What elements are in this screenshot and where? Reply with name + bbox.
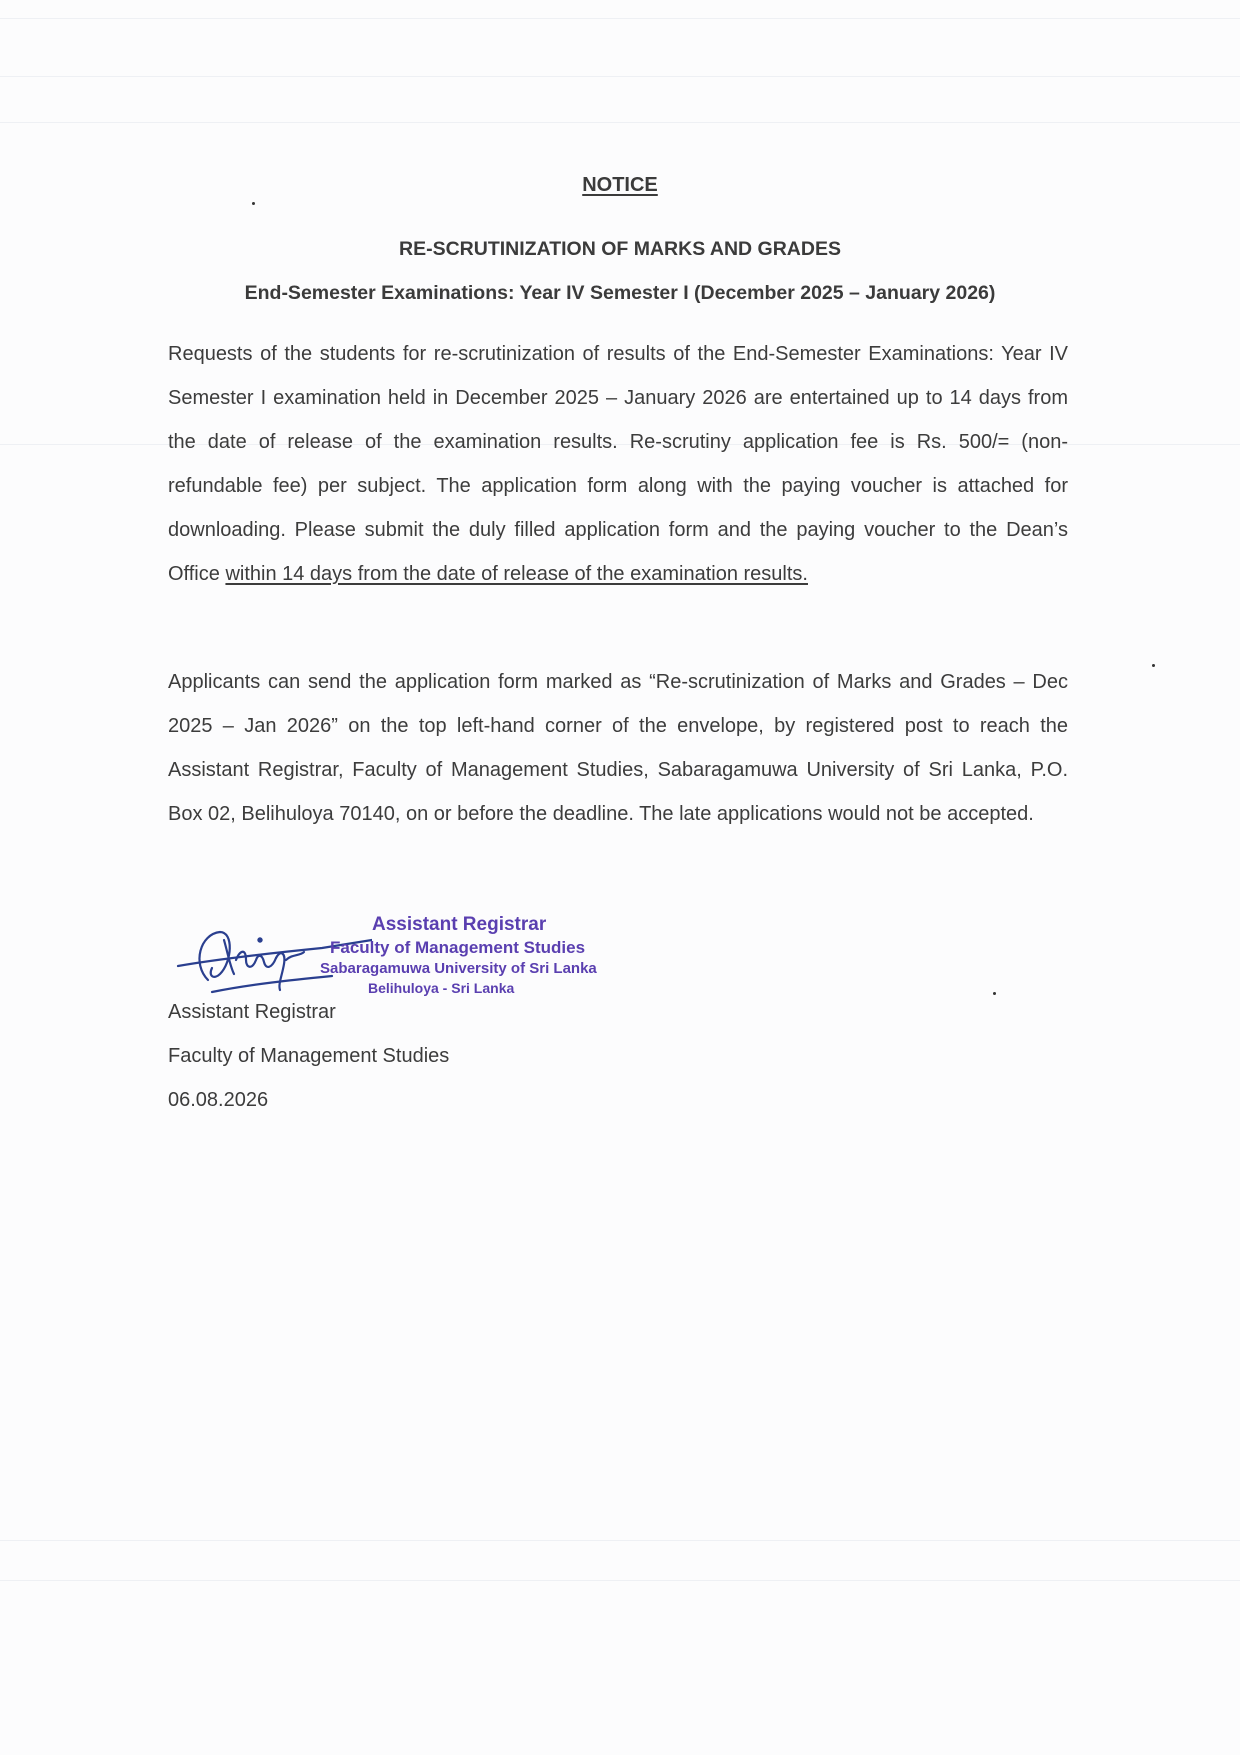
scan-speck [1152, 664, 1155, 667]
exam-period-line: End-Semester Examinations: Year IV Semester I (December 2025 – January 2026) [244, 282, 996, 304]
paragraph-postal: Applicants can send the application form marked as “Re-scrutinization of Marks and Grades – Dec 2025 – Jan 2026” on the top left-hand corner of the envelope, by registered post to reach the Assistant Registrar, Faculty of Management Studies, Sabaragamuwa University of Sri Lanka, P.O. Box 02, Belihuloya 70140, on or before the deadline. The late applications would not be accepted. [168, 671, 1068, 825]
notice-subject: RE-SCRUTINIZATION OF MARKS AND GRADES [399, 238, 841, 260]
paragraph-request-text: Requests of the students for re-scrutinization of results of the End-Semester Examinations: Year IV Semester I examination held in December 2025 – January 2026 are entertained up to 14 days from the date of release of the examination results. Re-scrutiny application fee is Rs. 500/= (non-refundable fee) per subject. The application form along with the paying voucher is attached for downloading. Please submit the duly filled application form and the paying voucher to the Dean’s Office [168, 343, 1068, 585]
scan-speck [252, 202, 255, 205]
scan-artifact-line [0, 122, 1240, 123]
scan-artifact-line [0, 1580, 1240, 1581]
deadline-underlined: within 14 days from the date of release of the examination results. [225, 563, 808, 585]
notice-date: 06.08.2026 [168, 1089, 269, 1111]
signatory-title: Assistant Registrar [168, 1001, 336, 1023]
signature-stamp-block [168, 910, 628, 1000]
scan-speck [993, 992, 996, 995]
stamp-line-faculty: Faculty of Management Studies [330, 938, 586, 957]
paragraph-request [168, 332, 1068, 596]
notice-heading: NOTICE [582, 174, 658, 196]
scan-artifact-line [0, 1540, 1240, 1541]
stamp-line-location: Belihuloya - Sri Lanka [368, 980, 515, 996]
scan-artifact-line [0, 76, 1240, 77]
signatory-details [168, 990, 449, 1122]
signatory-department: Faculty of Management Studies [168, 1045, 450, 1067]
stamp-line-university: Sabaragamuwa University of Sri Lanka [320, 960, 597, 977]
scan-artifact-line [0, 18, 1240, 19]
stamp-line-title: Assistant Registrar [372, 914, 547, 935]
